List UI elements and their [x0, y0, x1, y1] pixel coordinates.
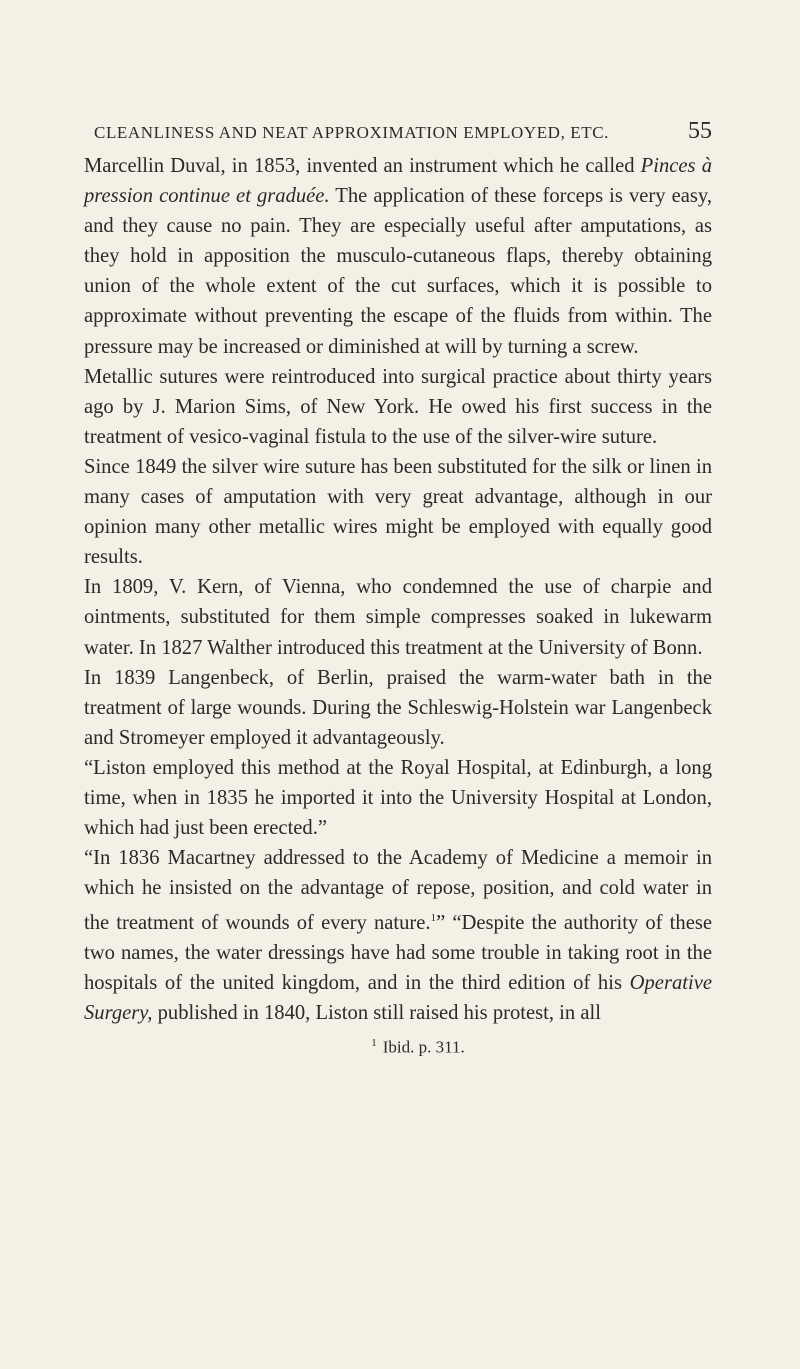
paragraph-kern: In 1809, V. Kern, of Vienna, who condemned the use of charpie and ointments, substituted for them simple compresses soaked in lukewarm water. In 1827 Walther introduced this treatment at the University of Bonn. — [84, 576, 712, 659]
paragraph-duval: Marcellin Duval, in 1853, invented an instrument which he called Pinces à pression continue et graduée. The application of these forceps is very easy, and they cause no pain. They are especially useful after amputations, as they hold in apposition the musculo-cutaneous flaps, thereby obtaining union of the whole extent of the cut surfaces, which it is possible to approximate without preventing the escape of the fluids from within. The pressure may be increased or diminished at will by turning a screw. — [84, 155, 713, 358]
running-title: CLEANLINESS AND NEAT APPROXIMATION EMPLOYED, ETC. — [94, 123, 610, 142]
book-page — [84, 118, 712, 1057]
paragraph-silver-wire: Since 1849 the silver wire suture has been substituted for the silk or linen in many cases of amputation with very great advantage, although in our opinion many other metallic wires might be employed with equally good results. — [84, 455, 712, 569]
page-number: 55 — [688, 118, 712, 144]
footnote-text: Ibid. p. 311. — [382, 1037, 465, 1057]
footnote — [84, 1037, 712, 1058]
italic-title: Pinces à pression continue et graduée. — [84, 155, 713, 208]
paragraph-liston: “Liston employed this method at the Royal Hospital, at Edinburgh, a long time, when in 1835 he imported it into the University Hospital at London, which had just been erected.” — [84, 756, 712, 840]
paragraph-metallic-sutures: Metallic sutures were reintroduced into surgical practice about thirty years ago by J. Marion Sims, of New York. He owed his first success in the treatment of vesico-vaginal fistula to the use of the silver-wire suture. — [84, 365, 712, 448]
running-head — [84, 118, 712, 145]
footnote-marker: 1 — [371, 1036, 377, 1049]
body-text — [84, 151, 712, 1029]
paragraph-langenbeck: In 1839 Langenbeck, of Berlin, praised the warm-water bath in the treatment of large wounds. During the Schleswig-Holstein war Langenbeck and Stromeyer employed it advantageously. — [84, 666, 712, 749]
italic-title: Operative Surgery, — [84, 972, 712, 1025]
footnote-reference: 1 — [430, 912, 437, 925]
paragraph-macartney: “In 1836 Macartney addressed to the Academy of Medicine a memoir in which he insisted on the advantage of repose, position, and cold water in the treatment of wounds of every nature.$^1$” “Despite the authority of these two names, the water dressings have had some trouble in taking root in the hospitals of the united kingdom, and in the third edition of his Operative Surgery, published in 1840, Liston still raised his protest, in all — [84, 847, 712, 1025]
